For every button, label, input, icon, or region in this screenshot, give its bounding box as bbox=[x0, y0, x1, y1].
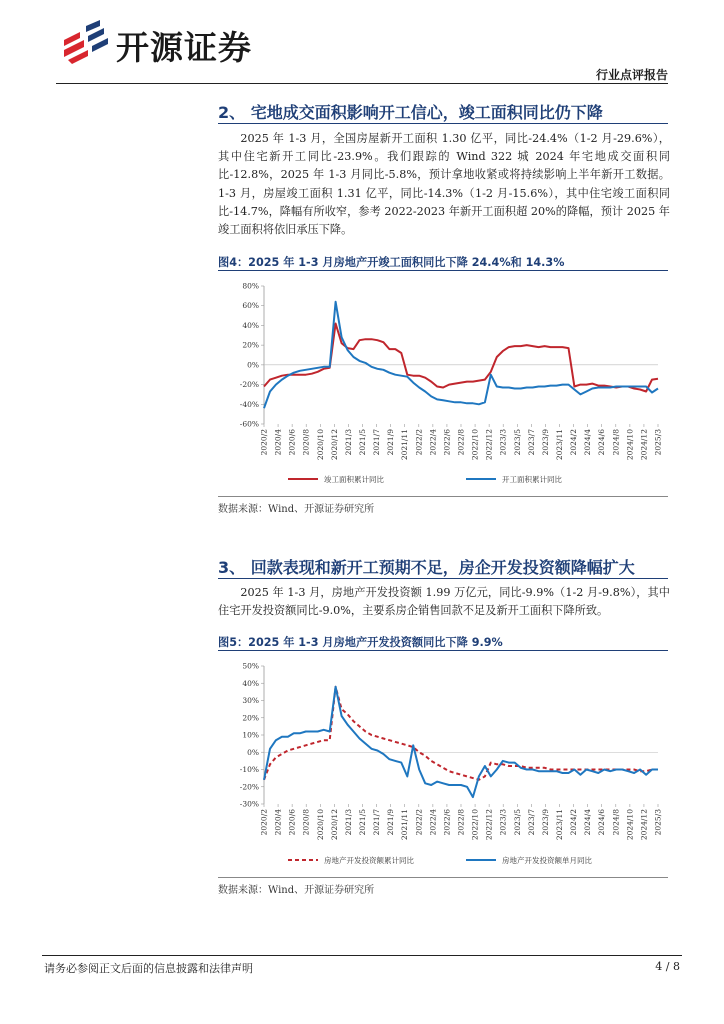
x-tick-label: 2023/5 bbox=[512, 429, 522, 456]
y-tick-label: 20% bbox=[242, 340, 259, 350]
x-tick-label: 2020/12 bbox=[329, 809, 339, 841]
x-tick-label: 2020/10 bbox=[315, 809, 325, 841]
series-line-1 bbox=[264, 687, 658, 780]
y-tick-label: 50% bbox=[242, 661, 259, 671]
figure-5-source: 数据来源：Wind、开源证券研究所 bbox=[218, 885, 375, 896]
x-tick-label: 2024/10 bbox=[625, 429, 635, 461]
report-type: 行业点评报告 bbox=[595, 68, 668, 82]
x-tick-label: 2020/12 bbox=[329, 429, 339, 461]
x-tick-label: 2022/8 bbox=[456, 809, 466, 836]
logo-mark-icon bbox=[58, 20, 114, 70]
x-tick-label: 2024/12 bbox=[639, 429, 649, 461]
x-tick-label: 2023/11 bbox=[555, 429, 564, 461]
x-tick-label: 2022/6 bbox=[442, 809, 452, 836]
legend-label-2: 开工面积累计同比 bbox=[502, 475, 562, 484]
section-3-rule bbox=[218, 578, 668, 579]
x-tick-label: 2023/11 bbox=[555, 809, 564, 841]
brand-name: 开源证券 bbox=[116, 28, 252, 67]
x-tick-label: 2023/9 bbox=[540, 809, 550, 836]
x-tick-label: 2024/4 bbox=[583, 429, 593, 456]
figure-4-rule bbox=[218, 270, 668, 271]
y-tick-label: 40% bbox=[242, 320, 259, 330]
x-tick-label: 2022/10 bbox=[470, 429, 480, 461]
x-tick-label: 2022/10 bbox=[470, 809, 480, 841]
x-tick-label: 2024/6 bbox=[597, 809, 607, 836]
x-tick-label: 2022/12 bbox=[484, 809, 494, 841]
x-tick-label: 2022/12 bbox=[484, 429, 494, 461]
x-tick-label: 2023/3 bbox=[498, 429, 508, 456]
x-tick-label: 2021/7 bbox=[372, 429, 382, 456]
y-tick-label: -10% bbox=[239, 765, 259, 774]
x-tick-label: 2023/3 bbox=[498, 809, 508, 836]
x-tick-label: 2022/4 bbox=[428, 429, 438, 456]
figure-4-title: 图4：2025 年 1-3 月房地产开竣工面积同比下降 24.4%和 14.3% bbox=[218, 256, 565, 269]
x-tick-label: 2020/10 bbox=[315, 429, 325, 461]
x-tick-label: 2021/5 bbox=[358, 429, 367, 456]
x-tick-label: 2020/6 bbox=[287, 429, 297, 456]
series-line-2 bbox=[264, 302, 658, 408]
section-3-title: 3、 回款表现和新开工预期不足，房企开发投资额降幅扩大 bbox=[218, 558, 635, 577]
x-tick-label: 2022/2 bbox=[414, 429, 424, 456]
x-tick-label: 2021/11 bbox=[400, 429, 410, 461]
x-tick-label: 2020/8 bbox=[301, 809, 311, 836]
x-tick-label: 2020/2 bbox=[259, 809, 269, 836]
y-tick-label: -60% bbox=[239, 419, 259, 429]
y-tick-label: 30% bbox=[242, 696, 259, 705]
y-tick-label: -20% bbox=[239, 782, 259, 792]
x-tick-label: 2024/2 bbox=[569, 809, 579, 836]
y-tick-label: -40% bbox=[239, 399, 259, 409]
x-tick-label: 2024/8 bbox=[611, 429, 621, 456]
x-tick-label: 2021/7 bbox=[372, 809, 382, 836]
y-tick-label: 10% bbox=[242, 730, 259, 740]
y-tick-label: 60% bbox=[242, 301, 259, 311]
x-tick-label: 2023/5 bbox=[512, 809, 522, 836]
y-tick-label: 20% bbox=[242, 713, 259, 723]
x-tick-label: 2021/9 bbox=[386, 429, 396, 456]
section-2-rule bbox=[218, 123, 668, 124]
x-tick-label: 2023/9 bbox=[540, 429, 550, 456]
y-tick-label: 40% bbox=[242, 678, 259, 688]
x-tick-label: 2023/7 bbox=[526, 429, 536, 456]
x-tick-label: 2024/8 bbox=[611, 809, 621, 836]
header-divider bbox=[56, 83, 668, 84]
x-tick-label: 2020/4 bbox=[273, 429, 283, 456]
x-tick-label: 2020/2 bbox=[259, 429, 269, 456]
x-tick-label: 2022/8 bbox=[456, 429, 466, 456]
x-tick-label: 2025/3 bbox=[653, 429, 663, 456]
section-2-title: 2、 宅地成交面积影响开工信心，竣工面积同比仍下降 bbox=[218, 103, 603, 122]
legend-label-1: 房地产开发投资额累计同比 bbox=[324, 856, 414, 865]
figure-4-chart bbox=[218, 276, 668, 492]
y-tick-label: 80% bbox=[242, 281, 259, 291]
y-tick-label: 0% bbox=[247, 747, 259, 757]
footer-divider bbox=[42, 955, 682, 956]
x-tick-label: 2024/2 bbox=[569, 429, 579, 456]
x-tick-label: 2023/7 bbox=[526, 809, 536, 836]
x-tick-label: 2022/4 bbox=[428, 809, 438, 836]
figure-5-rule bbox=[218, 650, 668, 651]
x-tick-label: 2021/11 bbox=[400, 809, 410, 841]
x-tick-label: 2020/4 bbox=[273, 809, 283, 836]
x-tick-label: 2024/12 bbox=[639, 809, 649, 841]
figure-5-title: 图5：2025 年 1-3 月房地产开发投资额同比下降 9.9% bbox=[218, 636, 503, 649]
figure-5-bottom-rule bbox=[218, 877, 668, 878]
x-tick-label: 2025/3 bbox=[653, 809, 663, 836]
series-line-2 bbox=[264, 687, 658, 797]
x-tick-label: 2024/6 bbox=[597, 429, 607, 456]
x-tick-label: 2021/3 bbox=[343, 809, 353, 836]
x-tick-label: 2022/2 bbox=[414, 809, 424, 836]
legend-label-2: 房地产开发投资额单月同比 bbox=[502, 856, 592, 865]
company-logo bbox=[58, 20, 278, 70]
y-tick-label: 0% bbox=[247, 360, 259, 370]
x-tick-label: 2020/8 bbox=[301, 429, 311, 456]
y-tick-label: -30% bbox=[239, 799, 259, 809]
section-3-paragraph: 2025 年 1-3 月，房地产开发投资额 1.99 万亿元，同比-9.9%（1-2 月-9.8%），其中住宅开发投资额同比-9.0%，主要系房企销售回款不足及新开工面积下降所致。 bbox=[218, 586, 670, 618]
x-tick-label: 2021/9 bbox=[386, 809, 396, 836]
figure-4-bottom-rule bbox=[218, 496, 668, 497]
figure-5-chart bbox=[218, 656, 668, 874]
series-line-1 bbox=[264, 324, 658, 392]
x-tick-label: 2024/10 bbox=[625, 809, 635, 841]
figure-4-source: 数据来源：Wind、开源证券研究所 bbox=[218, 504, 375, 515]
x-tick-label: 2024/4 bbox=[583, 809, 593, 836]
legend-label-1: 竣工面积累计同比 bbox=[324, 475, 384, 484]
x-tick-label: 2021/3 bbox=[343, 429, 353, 456]
y-tick-label: -20% bbox=[239, 380, 259, 390]
x-tick-label: 2020/6 bbox=[287, 809, 297, 836]
x-tick-label: 2022/6 bbox=[442, 429, 452, 456]
section-2-paragraph: 2025 年 1-3 月，全国房屋新开工面积 1.30 亿平，同比-24.4%（1-2 月-29.6%），其中住宅新开工同比-23.9%。我们跟踪的 Wind 322 城 2024 年宅地成交面积同比-12.8%，2025 年 1-3 月同比-5.8%，预计拿地收紧或将持续影响上半年新开工数据。1-3 月，房屋竣工面积 1.31 亿平，同比-14.3%（1-2 月-15.6%），其中住宅竣工面积同比-14.7%，降幅有所收窄，参考 2022-2023 年新开工面积超 20%的降幅，预计 2025 年竣工面积将依旧承压下降。 bbox=[218, 132, 670, 237]
footer-disclaimer: 请务必参阅正文后面的信息披露和法律声明 bbox=[44, 962, 253, 975]
x-tick-label: 2021/5 bbox=[358, 809, 367, 836]
page-number: 4 / 8 bbox=[655, 960, 680, 973]
